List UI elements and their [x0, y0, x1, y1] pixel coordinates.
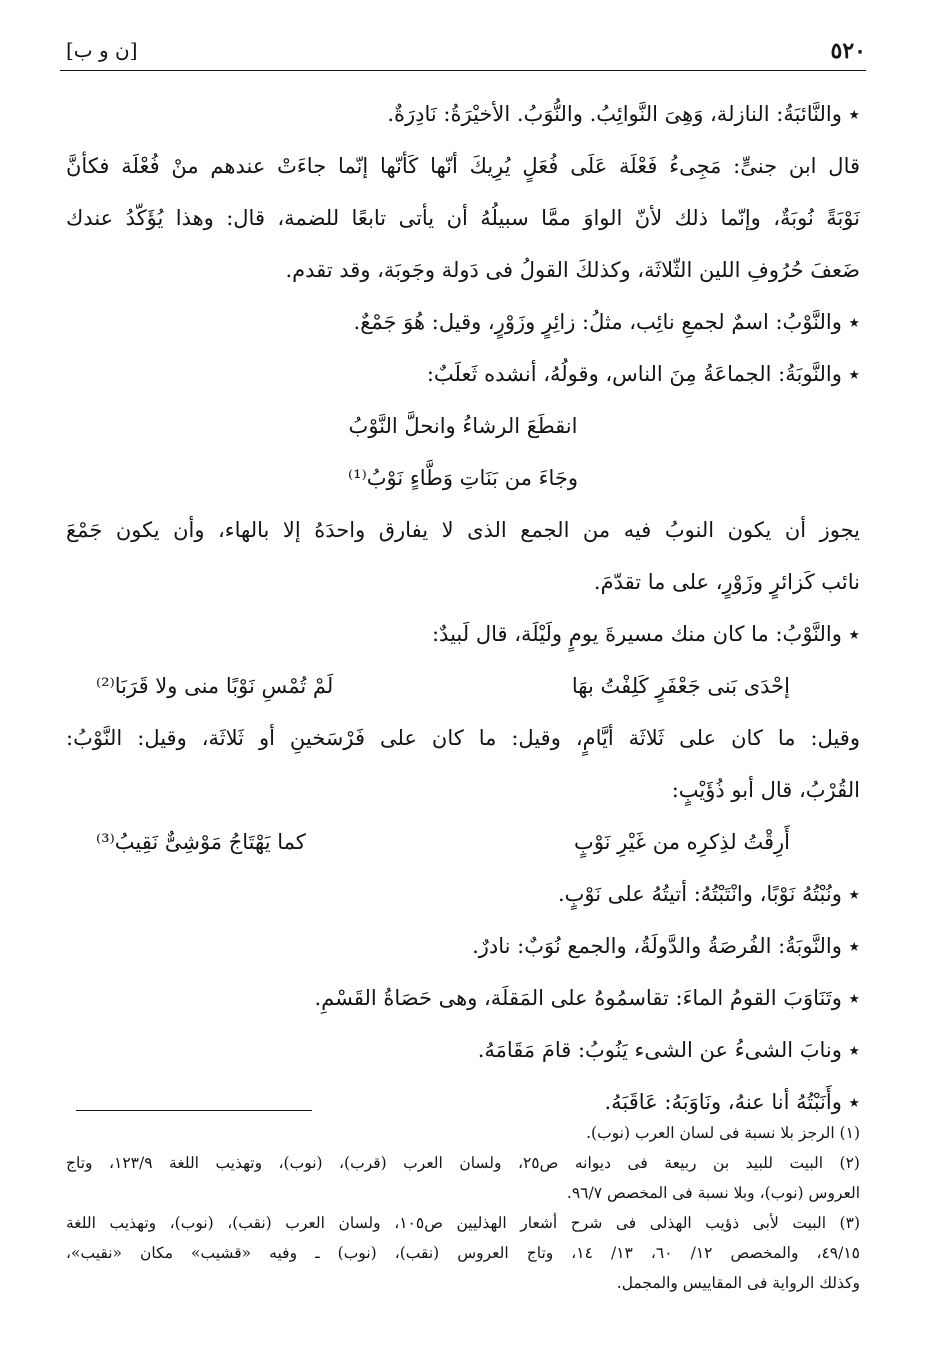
running-head-root: [ن و ب]	[66, 38, 138, 62]
footnote-2-continued: العروس (نوب)، وبلا نسبة فى المخصص ٩٦/٧.	[566, 1184, 860, 1202]
entry-line: ٭ والنَّوْبُ: ما كان منك مسيرةَ يومٍ ولَيْلَة، قال لَبيدٌ:	[431, 622, 860, 646]
paragraph-line: ضَعفَ حُرُوفِ اللين الثّلاثَة، وكذلكَ القولُ فى دَولة وجَوبَة، وقد تقدم.	[285, 258, 860, 282]
footnote-2: (٢) البيت للبيد بن ربيعة فى ديوانه ص٢٥، ولسان العرب (قرب)، (نوب)، وتهذيب اللغة ١٢٣/٩، وتاج	[66, 1154, 860, 1172]
paragraph-line: وقيل: ما كان على ثَلاثَة أيَّامٍ، وقيل: ما كان على فَرْسَخينِ أو ثَلاثَة، وقيل: النَّوْبُ:	[66, 726, 860, 750]
page-number: ٥٢٠	[830, 38, 866, 64]
entry-line: ٭ والنَّوْبُ: اسمٌ لجمعِ نائِب، مثلُ: زائِرٍ وزَوْرٍ، وقيل: هُوَ جَمْعٌ.	[353, 310, 860, 334]
verse-first-hemistich: إحْدَى بَنى جَعْفَرٍ كَلِفْتُ بهَا	[571, 674, 790, 698]
footnote-3-continued: ٤٩/١٥، والمخصص ١٢/ ٦٠، ١٣/ ١٤، وتاج العروس (نقب)، (نوب) ـ وفيه «قشيب» مكان «نقيب»،	[66, 1244, 860, 1262]
paragraph-line: نَوْبَةً نُوبَةٌ، وإنّما ذلك لأنّ الواوَ ممَّا سبيلُهُ أن يأتى تابعًا للضمة، قال: وهذا يُؤَكّدُ عندك	[66, 206, 860, 230]
paragraph-line: يجوز أن يكون النوبُ فيه من الجمع الذى لا يفارق واحدَهُ إلا بالهاء، وأن يكون جَمْعَ	[66, 518, 860, 542]
verse-second-hemistich: لَمْ تُمْسِ نَوْبًا منى ولا قَرَبَا⁽²⁾	[96, 674, 334, 698]
header-rule	[60, 70, 866, 71]
footnote-rule	[76, 1110, 312, 1111]
entry-line: ٭ ونُبْتُهُ نَوْبًا، وانْتَبْتُهُ: أتيتُهُ على نَوْبٍ.	[557, 882, 860, 906]
verse-couplet	[66, 816, 860, 868]
paragraph-line: القُرْبُ، قال أبو ذُؤَيْبٍ:	[671, 778, 860, 802]
entry-line: ٭ والنَّائبَةُ: النازلة، وَهِىَ النَّوائِبُ. والنُّوَبُ. الأخيْرَةُ: نَادِرَةٌ.	[387, 102, 860, 126]
entry-line: ٭ وتَنَاوَبَ القومُ الماءَ: تقاسمُوهُ على المَقلَة، وهى حَصَاةُ القَسْمِ.	[314, 986, 860, 1010]
paragraph-line: نائب كَزائرٍ وزَوْرٍ، على ما تقدّمَ.	[593, 570, 860, 594]
footnote-3-continued: وكذلك الرواية فى المقاييس والمجمل.	[616, 1274, 860, 1292]
entry-line: ٭ وأَنَبْتُهُ أنا عنهُ، ونَاوَبَهُ: عَاقَبَهُ.	[604, 1090, 860, 1114]
verse-first-hemistich: أَرِقْتُ لذِكرِه من غَيْرِ نَوْبٍ	[574, 830, 790, 854]
paragraph-line: قال ابن جنىٍّ: مَجِىءُ فَعْلَة عَلَى فُعَلٍ يُرِيكَ أنّها كَأنّها إنّما جاءَتْ عندهم منْ فُعْلَة فكأنَّ	[66, 154, 860, 178]
verse-line: وجَاءَ من بَنَاتِ وَطَّاءٍ نَوْبُ⁽¹⁾	[347, 466, 579, 490]
entry-line: ٭ ونابَ الشىءُ عن الشىء يَنُوبُ: قامَ مَقَامَهُ.	[477, 1038, 860, 1062]
footnote-1: (١) الرجز بلا نسبة فى لسان العرب (نوب).	[586, 1124, 860, 1142]
verse-couplet	[66, 660, 860, 712]
verse-line: انقطَعَ الرشاءُ وانحلَّ النَّوْبُ	[348, 414, 578, 438]
entry-line: ٭ والنَّوبَةُ: الجماعَةُ مِنَ الناس، وقولُهُ، أنشده ثَعلَبٌ:	[426, 362, 860, 386]
main-text	[66, 88, 860, 1128]
entry-line: ٭ والنَّوبَةُ: الفُرصَةُ والدَّولَةُ، والجمع نُوَبٌ: نادرٌ.	[472, 934, 860, 958]
footnotes	[66, 1118, 860, 1298]
verse-second-hemistich: كما يَهْتَاجُ مَوْشِىٌّ نَقِيبُ⁽³⁾	[96, 830, 306, 854]
footnote-3: (٣) البيت لأبى ذؤيب الهذلى فى شرح أشعار الهذليين ص١٠٥، ولسان العرب (نقب)، (نوب)، وتهذيب اللغة	[66, 1214, 860, 1232]
